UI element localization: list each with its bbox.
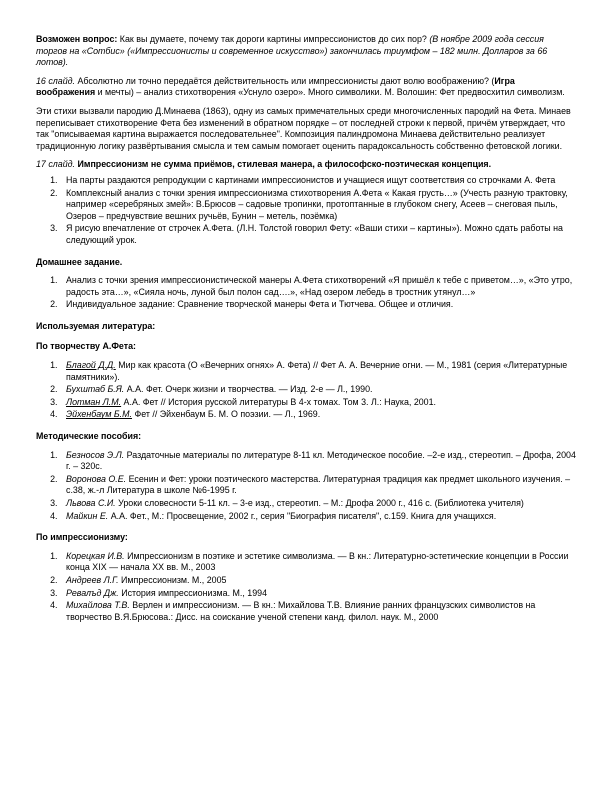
literature-heading: Используемая литература: [36,320,156,331]
author: Андреев Л.Г. [66,574,119,585]
list-item [60,600,576,623]
slide-17-bold: Импрессионизм не сумма приёмов, стилевая манера, а философско-поэтическая концепция. [75,159,492,170]
reference-text: Раздаточные материалы по литературе 8-11 кл. Методическое пособие. –2-е изд., стереотип. – Дрофа, 2004 г. – 320с. [66,449,576,472]
fet-heading: По творчеству А.Фета: [36,341,136,352]
author: Воронова О.Е. [66,473,127,484]
author: Михайлова Т.В. [66,600,130,611]
author: Бухштаб Б.Я. [66,384,125,395]
question-note: (В ноябре 2009 года сессия торгов на «Сотбис» («Импрессионисты и современное искусство») закончилась триумфом – 182 милн. Долларов за 66 лотов). [36,34,548,68]
list-item: 1. На парты раздаются репродукции с картинами импрессионистов и учащиеся ищут соответствия со строчками А. Фета [60,175,576,187]
author: Корецкая И.В. [66,550,125,561]
list-item [60,397,576,409]
reference-text: Верлен и импрессионизм. — В кн.: Михайлова Т.В. Влияние ранних французских символистов на творчество В.Я.Брюсова.: Дисс. на соискание ученой степени канд. филол. наук. М., 2000 [66,600,536,622]
slide-17-lead: 17 слайд. [36,159,76,170]
slide-16-text-1: Абсолютно ли точно передаётся действительность или импрессионисты дают волю воображению? ( [75,75,495,86]
list-item [60,474,576,497]
list-item [60,551,576,574]
author: Ревалъд Дж. [66,587,119,598]
reference-text: Импрессионизм в поэтике и эстетике символизма. — В кн.: Литературно-эстетические концепции в России конца XIX — начала XX вв. М., 2003 [66,550,569,573]
list-item: 1. Анализ с точки зрения импрессионистической манеры А.Фета стихотворений «Я пришёл к тебе с приветом…», «Это утро, радость эта…», «Сияла ночь, луной был полон сад….», «Над озером лебедь в тростник утянул…» [60,275,576,298]
list-item [60,511,576,523]
reference-text: Импрессионизм. М., 2005 [118,574,227,585]
list-item [60,498,576,510]
document-page [36,34,576,630]
impressionism-list [36,551,576,624]
reference-text: Фет // Эйхенбаум Б. М. О поэзии. — Л., 1969. [131,409,321,420]
author: Лотман Л.М. [66,396,122,407]
author: Благой Д.Д. [66,360,116,371]
question-paragraph [36,34,576,69]
author: Майкин Е. [66,510,109,521]
methods-heading: Методические пособия: [36,431,142,442]
list-item [60,450,576,473]
reference-text: Уроки словесности 5-11 кл. – 3-е изд., стереотип. – М.: Дрофа 2000 г., 416 с. (Библиотека учителя) [115,498,524,508]
parody-paragraph: Эти стихи вызвали пародию Д.Минаева (1863), одну из самых примечательных среди многочисленных пародий на Фета. Минаев переписывает стихотворение Фета без изменений в обратном порядке – от последней строки к первой, причём утверждает, что так "описываемая картина выражается последовательнее". Композиция палиндромона Минаева действительно реализует традиционную логику развёртывания смысла и тем самым помогает оценить парадоксальность собственно фетовской логики. [36,105,571,151]
slide-17-paragraph [36,159,576,171]
list-item [60,575,576,587]
author: Безносов Э.Л. [66,449,125,460]
reference-text: Мир как красота (О «Вечерних огнях» А. Фета) // Фет А. А. Вечерние огни. — М., 1981 (серия «Литературные памятники»). [66,360,568,382]
author: Львова С.И. [66,498,116,508]
list-item [60,384,576,396]
list-item: 2. Индивидуальное задание: Сравнение творческой манеры Фета и Тютчева. Общее и отличия. [60,299,576,311]
question-label: Возможен вопрос: [36,34,118,44]
slide-16-bold: Игра воображения [36,75,515,98]
reference-text: А.А. Фет. Очерк жизни и творчества. — Изд. 2-е — Л., 1990. [124,384,373,395]
tasks-list [36,175,576,247]
slide-16-text-2: и мечты) – анализ стихотворения «Уснуло озеро». Много символики. М. Волошин: Фет предвосхитил символизм. [95,87,565,98]
fet-list [36,360,576,421]
list-item: 3. Я рисую впечатление от строчек А.Фета. (Л.Н. Толстой говорил Фету: «Ваши стихи – картины»). Можно сдать работы на следующий урок. [60,223,576,246]
reference-text: Есенин и Фет: уроки поэтического мастерства. Литературная традиция как предмет школьного изучения. –с.38, ж.-л Литература в школе №6-1995 г. [66,473,571,496]
list-item [60,409,576,421]
slide-16-lead: 16 слайд. [36,75,76,86]
reference-text: А.А. Фет., М.: Просвещение, 2002 г., серия "Биография писателя", с.159. Книга для учащихся. [108,510,497,521]
list-item: 2. Комплексный анализ с точки зрения импрессионизма стихотворения А.Фета « Какая грусть…» (Учесть разную трактовку, например «серебряных змей»: В.Брюсов – садовые тропинки, протоптанные в глубоком снегу, Асеев – снеговая пыль, Озеров – предчувствие вешних ручьёв, Бунин – метель, позёмка) [60,188,576,223]
methods-list [36,450,576,523]
homework-heading: Домашнее задание. [36,256,123,267]
author: Эйхенбаум Б.М. [66,409,132,420]
list-item [60,360,576,383]
question-text: Как вы думаете, почему так дороги картины импрессионистов до сих пор? [117,34,430,44]
slide-16-paragraph [36,76,576,99]
homework-list [36,275,576,311]
reference-text: История импрессионизма. М., 1994 [118,587,268,598]
impressionism-heading: По импрессионизму: [36,532,128,543]
reference-text: А.А. Фет // История русской литературы В 4-х томах. Том 3. Л.: Наука, 2001. [121,396,437,407]
list-item [60,588,576,600]
